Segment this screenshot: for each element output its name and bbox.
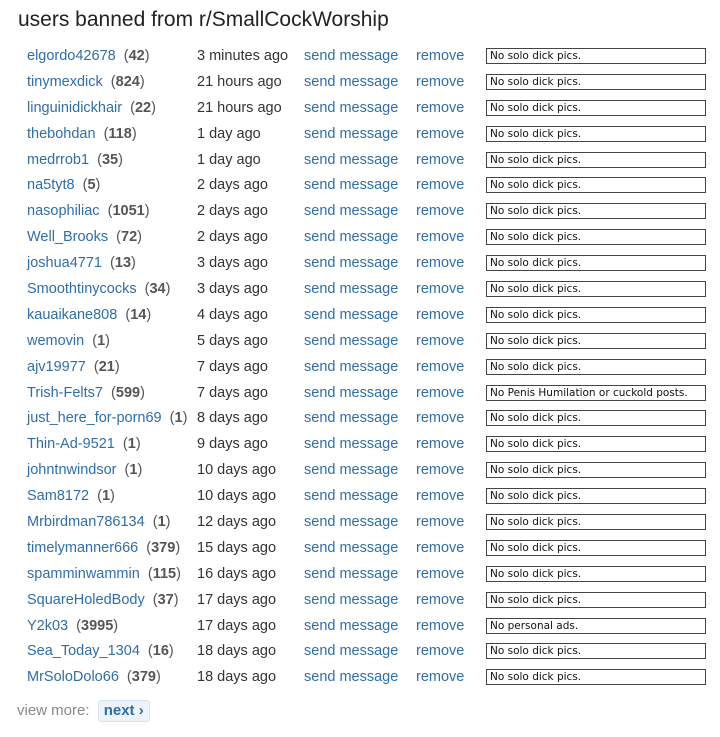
banned-user-row bbox=[0, 510, 720, 536]
ban-time: 7 days ago bbox=[197, 384, 268, 401]
user-entry bbox=[27, 329, 110, 355]
karma-count: (1) bbox=[152, 514, 171, 531]
remove-ban-link[interactable]: remove bbox=[416, 255, 465, 272]
username-link[interactable]: just_here_for-porn69 bbox=[27, 410, 162, 427]
karma-count: (379) bbox=[146, 539, 181, 556]
send-message-link[interactable]: send message bbox=[304, 125, 399, 142]
send-message-link[interactable]: send message bbox=[304, 384, 399, 401]
remove-ban-link[interactable]: remove bbox=[416, 151, 465, 168]
ban-time: 7 days ago bbox=[197, 358, 268, 375]
banned-user-row bbox=[0, 458, 720, 484]
banned-user-row bbox=[0, 406, 720, 432]
ban-time: 3 days ago bbox=[197, 255, 268, 272]
username-link[interactable]: tinymexdick bbox=[27, 73, 103, 90]
ban-reason-field[interactable]: No solo dick pics. bbox=[486, 669, 706, 685]
karma-count: (1051) bbox=[107, 203, 150, 220]
remove-ban-link[interactable]: remove bbox=[416, 488, 465, 505]
ban-reason-field[interactable]: No solo dick pics. bbox=[486, 203, 706, 219]
ban-time: 17 days ago bbox=[197, 591, 277, 608]
banned-user-row bbox=[0, 251, 720, 277]
send-message-link[interactable]: send message bbox=[304, 99, 399, 116]
send-message-link[interactable]: send message bbox=[304, 436, 399, 453]
remove-ban-link[interactable]: remove bbox=[416, 539, 465, 556]
user-entry bbox=[27, 639, 174, 665]
karma-count: (21) bbox=[93, 358, 120, 375]
user-entry bbox=[27, 44, 150, 70]
username-link[interactable]: Sam8172 bbox=[27, 488, 90, 505]
banned-user-row bbox=[0, 562, 720, 588]
remove-ban-link[interactable]: remove bbox=[416, 177, 465, 194]
karma-count: (22) bbox=[130, 99, 156, 116]
ban-reason-field[interactable]: No Penis Humilation or cuckold posts. bbox=[486, 385, 706, 401]
banned-user-row bbox=[0, 199, 720, 225]
send-message-link[interactable]: send message bbox=[304, 48, 399, 64]
banned-user-row bbox=[0, 381, 720, 407]
remove-ban-link[interactable]: remove bbox=[416, 358, 465, 375]
ban-reason-field[interactable]: No solo dick pics. bbox=[486, 514, 706, 530]
username-link[interactable]: medrrob1 bbox=[27, 151, 90, 168]
ban-time: 15 days ago bbox=[197, 539, 277, 556]
banned-user-row bbox=[0, 122, 720, 148]
send-message-link[interactable]: send message bbox=[304, 203, 399, 220]
remove-ban-link[interactable]: remove bbox=[416, 669, 465, 686]
remove-ban-link[interactable]: remove bbox=[416, 99, 465, 116]
remove-ban-link[interactable]: remove bbox=[416, 203, 465, 220]
remove-ban-link[interactable]: remove bbox=[416, 514, 465, 531]
ban-reason-field[interactable]: No solo dick pics. bbox=[486, 48, 706, 64]
remove-ban-link[interactable]: remove bbox=[416, 643, 465, 660]
username-link[interactable]: Smoothtinycocks bbox=[27, 281, 137, 298]
remove-ban-link[interactable]: remove bbox=[416, 410, 465, 427]
username-link[interactable]: Sea_Today_1304 bbox=[27, 643, 140, 660]
banned-user-row bbox=[0, 225, 720, 251]
send-message-link[interactable]: send message bbox=[304, 617, 399, 634]
banned-user-row bbox=[0, 614, 720, 640]
karma-count: (1) bbox=[97, 488, 115, 505]
username-link[interactable]: Mrbirdman786134 bbox=[27, 514, 145, 531]
banned-user-row bbox=[0, 665, 720, 691]
username-link[interactable]: Y2k03 bbox=[27, 617, 69, 634]
user-entry bbox=[27, 96, 156, 122]
user-entry bbox=[27, 277, 170, 303]
banned-user-row bbox=[0, 96, 720, 122]
ban-reason-field[interactable]: No solo dick pics. bbox=[486, 488, 706, 504]
ban-time: 12 days ago bbox=[197, 514, 277, 531]
send-message-link[interactable]: send message bbox=[304, 358, 399, 375]
karma-count: (35) bbox=[97, 151, 123, 168]
username-link[interactable]: nasophiliac bbox=[27, 203, 100, 220]
remove-ban-link[interactable]: remove bbox=[416, 462, 465, 479]
user-entry bbox=[27, 484, 115, 510]
username-link[interactable]: Thin-Ad-9521 bbox=[27, 436, 115, 453]
ban-reason-field[interactable]: No solo dick pics. bbox=[486, 410, 706, 426]
remove-ban-link[interactable]: remove bbox=[416, 384, 465, 401]
ban-reason-field[interactable]: No solo dick pics. bbox=[486, 333, 706, 349]
send-message-link[interactable]: send message bbox=[304, 565, 399, 582]
user-entry bbox=[27, 665, 161, 691]
ban-reason-field[interactable]: No solo dick pics. bbox=[486, 592, 706, 608]
karma-count: (1) bbox=[169, 410, 188, 427]
ban-time: 2 days ago bbox=[197, 177, 268, 194]
user-entry bbox=[27, 406, 187, 432]
karma-count: (824) bbox=[110, 73, 145, 90]
user-entry bbox=[27, 381, 145, 407]
user-entry bbox=[27, 199, 150, 225]
ban-reason-field[interactable]: No personal ads. bbox=[486, 618, 706, 634]
send-message-link[interactable]: send message bbox=[304, 462, 399, 479]
ban-time: 10 days ago bbox=[197, 462, 277, 479]
pagination bbox=[17, 700, 150, 722]
banned-user-row bbox=[0, 329, 720, 355]
user-entry bbox=[27, 562, 181, 588]
karma-count: (5) bbox=[82, 177, 101, 194]
ban-time: 17 days ago bbox=[197, 617, 277, 634]
ban-time: 3 days ago bbox=[197, 281, 268, 298]
user-entry bbox=[27, 225, 142, 251]
user-entry bbox=[27, 251, 136, 277]
ban-reason-field[interactable]: No solo dick pics. bbox=[486, 643, 706, 659]
send-message-link[interactable]: send message bbox=[304, 255, 399, 272]
ban-time: 4 days ago bbox=[197, 306, 268, 323]
ban-reason-field[interactable]: No solo dick pics. bbox=[486, 359, 706, 375]
ban-time: 1 day ago bbox=[197, 151, 261, 168]
banned-user-row bbox=[0, 303, 720, 329]
karma-count: (42) bbox=[123, 48, 150, 64]
remove-ban-link[interactable]: remove bbox=[416, 332, 465, 349]
ban-time: 18 days ago bbox=[197, 669, 277, 686]
send-message-link[interactable]: send message bbox=[304, 488, 399, 505]
banned-user-row bbox=[0, 44, 720, 70]
ban-time: 16 days ago bbox=[197, 565, 277, 582]
ban-reason-field[interactable]: No solo dick pics. bbox=[486, 255, 706, 271]
remove-ban-link[interactable]: remove bbox=[416, 73, 465, 90]
ban-time: 2 days ago bbox=[197, 203, 268, 220]
send-message-link[interactable]: send message bbox=[304, 229, 399, 246]
username-link[interactable]: MrSoloDolo66 bbox=[27, 669, 119, 686]
user-entry bbox=[27, 148, 123, 174]
user-entry bbox=[27, 458, 142, 484]
ban-reason-field[interactable]: No solo dick pics. bbox=[486, 100, 706, 116]
karma-count: (72) bbox=[116, 229, 142, 246]
user-entry bbox=[27, 70, 145, 96]
remove-ban-link[interactable]: remove bbox=[416, 229, 465, 246]
ban-time: 10 days ago bbox=[197, 488, 277, 505]
username-link[interactable]: na5tyt8 bbox=[27, 177, 75, 194]
username-link[interactable]: Well_Brooks bbox=[27, 229, 109, 246]
user-entry bbox=[27, 303, 151, 329]
ban-reason-field[interactable]: No solo dick pics. bbox=[486, 540, 706, 556]
ban-time: 21 hours ago bbox=[197, 73, 282, 90]
username-link[interactable]: wemovin bbox=[27, 332, 85, 349]
username-link[interactable]: Trish-Felts7 bbox=[27, 384, 103, 401]
karma-count: (34) bbox=[144, 281, 171, 298]
banned-user-row bbox=[0, 173, 720, 199]
next-page-button[interactable]: next › bbox=[98, 700, 150, 722]
username-link[interactable]: kauaikane808 bbox=[27, 306, 118, 323]
ban-time: 5 days ago bbox=[197, 332, 268, 349]
send-message-link[interactable]: send message bbox=[304, 306, 399, 323]
karma-count: (599) bbox=[111, 384, 145, 401]
remove-ban-link[interactable]: remove bbox=[416, 281, 465, 298]
karma-count: (115) bbox=[147, 565, 181, 582]
send-message-link[interactable]: send message bbox=[304, 332, 399, 349]
send-message-link[interactable]: send message bbox=[304, 669, 399, 686]
ban-time: 3 minutes ago bbox=[197, 48, 289, 64]
remove-ban-link[interactable]: remove bbox=[416, 591, 465, 608]
username-link[interactable]: spamminwammin bbox=[27, 565, 140, 582]
karma-count: (14) bbox=[125, 306, 152, 323]
banned-user-row bbox=[0, 70, 720, 96]
ban-reason-field[interactable]: No solo dick pics. bbox=[486, 229, 706, 245]
karma-count: (13) bbox=[110, 255, 136, 272]
ban-reason-field[interactable]: No solo dick pics. bbox=[486, 126, 706, 142]
user-entry bbox=[27, 432, 141, 458]
user-entry bbox=[27, 173, 100, 199]
send-message-link[interactable]: send message bbox=[304, 591, 399, 608]
user-entry bbox=[27, 510, 170, 536]
ban-time: 1 day ago bbox=[197, 125, 261, 142]
remove-ban-link[interactable]: remove bbox=[416, 48, 465, 64]
ban-reason-field[interactable]: No solo dick pics. bbox=[486, 566, 706, 582]
user-entry bbox=[27, 614, 118, 640]
banned-user-row bbox=[0, 277, 720, 303]
page-title: users banned from r/SmallCockWorship bbox=[18, 8, 389, 31]
banned-user-row bbox=[0, 639, 720, 665]
send-message-link[interactable]: send message bbox=[304, 151, 399, 168]
username-link[interactable]: timelymanner666 bbox=[27, 539, 139, 556]
karma-count: (379) bbox=[126, 669, 161, 686]
username-link[interactable]: ajv19977 bbox=[27, 358, 86, 375]
send-message-link[interactable]: send message bbox=[304, 643, 399, 660]
remove-ban-link[interactable]: remove bbox=[416, 436, 465, 453]
username-link[interactable]: elgordo42678 bbox=[27, 48, 116, 64]
view-more-label: view more: bbox=[17, 702, 90, 719]
remove-ban-link[interactable]: remove bbox=[416, 306, 465, 323]
username-link[interactable]: thebohdan bbox=[27, 125, 96, 142]
remove-ban-link[interactable]: remove bbox=[416, 565, 465, 582]
ban-reason-field[interactable]: No solo dick pics. bbox=[486, 177, 706, 193]
banned-user-row bbox=[0, 355, 720, 381]
user-entry bbox=[27, 122, 137, 148]
send-message-link[interactable]: send message bbox=[304, 410, 399, 427]
remove-ban-link[interactable]: remove bbox=[416, 617, 465, 634]
banned-user-row bbox=[0, 484, 720, 510]
username-link[interactable]: joshua4771 bbox=[27, 255, 102, 272]
send-message-link[interactable]: send message bbox=[304, 281, 399, 298]
ban-reason-field[interactable]: No solo dick pics. bbox=[486, 152, 706, 168]
karma-count: (1) bbox=[124, 462, 143, 479]
ban-time: 9 days ago bbox=[197, 436, 268, 453]
banned-user-row bbox=[0, 588, 720, 614]
user-entry bbox=[27, 588, 179, 614]
karma-count: (37) bbox=[152, 591, 179, 608]
karma-count: (3995) bbox=[76, 617, 119, 634]
karma-count: (1) bbox=[92, 332, 111, 349]
username-link[interactable]: SquareHoledBody bbox=[27, 591, 145, 608]
karma-count: (16) bbox=[147, 643, 174, 660]
banned-user-row bbox=[0, 432, 720, 458]
ban-time: 21 hours ago bbox=[197, 99, 282, 116]
user-entry bbox=[27, 536, 180, 562]
ban-reason-field[interactable]: No solo dick pics. bbox=[486, 436, 706, 452]
banned-user-row bbox=[0, 148, 720, 174]
ban-reason-field[interactable]: No solo dick pics. bbox=[486, 307, 706, 323]
karma-count: (118) bbox=[103, 125, 137, 142]
send-message-link[interactable]: send message bbox=[304, 177, 399, 194]
send-message-link[interactable]: send message bbox=[304, 73, 399, 90]
banned-users-list bbox=[0, 44, 720, 691]
ban-reason-field[interactable]: No solo dick pics. bbox=[486, 74, 706, 90]
karma-count: (1) bbox=[122, 436, 141, 453]
remove-ban-link[interactable]: remove bbox=[416, 125, 465, 142]
username-link[interactable]: linguinidickhair bbox=[27, 99, 123, 116]
ban-time: 2 days ago bbox=[197, 229, 268, 246]
ban-time: 18 days ago bbox=[197, 643, 277, 660]
username-link[interactable]: johntnwindsor bbox=[27, 462, 117, 479]
ban-reason-field[interactable]: No solo dick pics. bbox=[486, 462, 706, 478]
banned-user-row bbox=[0, 536, 720, 562]
send-message-link[interactable]: send message bbox=[304, 514, 399, 531]
send-message-link[interactable]: send message bbox=[304, 539, 399, 556]
ban-time: 8 days ago bbox=[197, 410, 268, 427]
user-entry bbox=[27, 355, 120, 381]
ban-reason-field[interactable]: No solo dick pics. bbox=[486, 281, 706, 297]
